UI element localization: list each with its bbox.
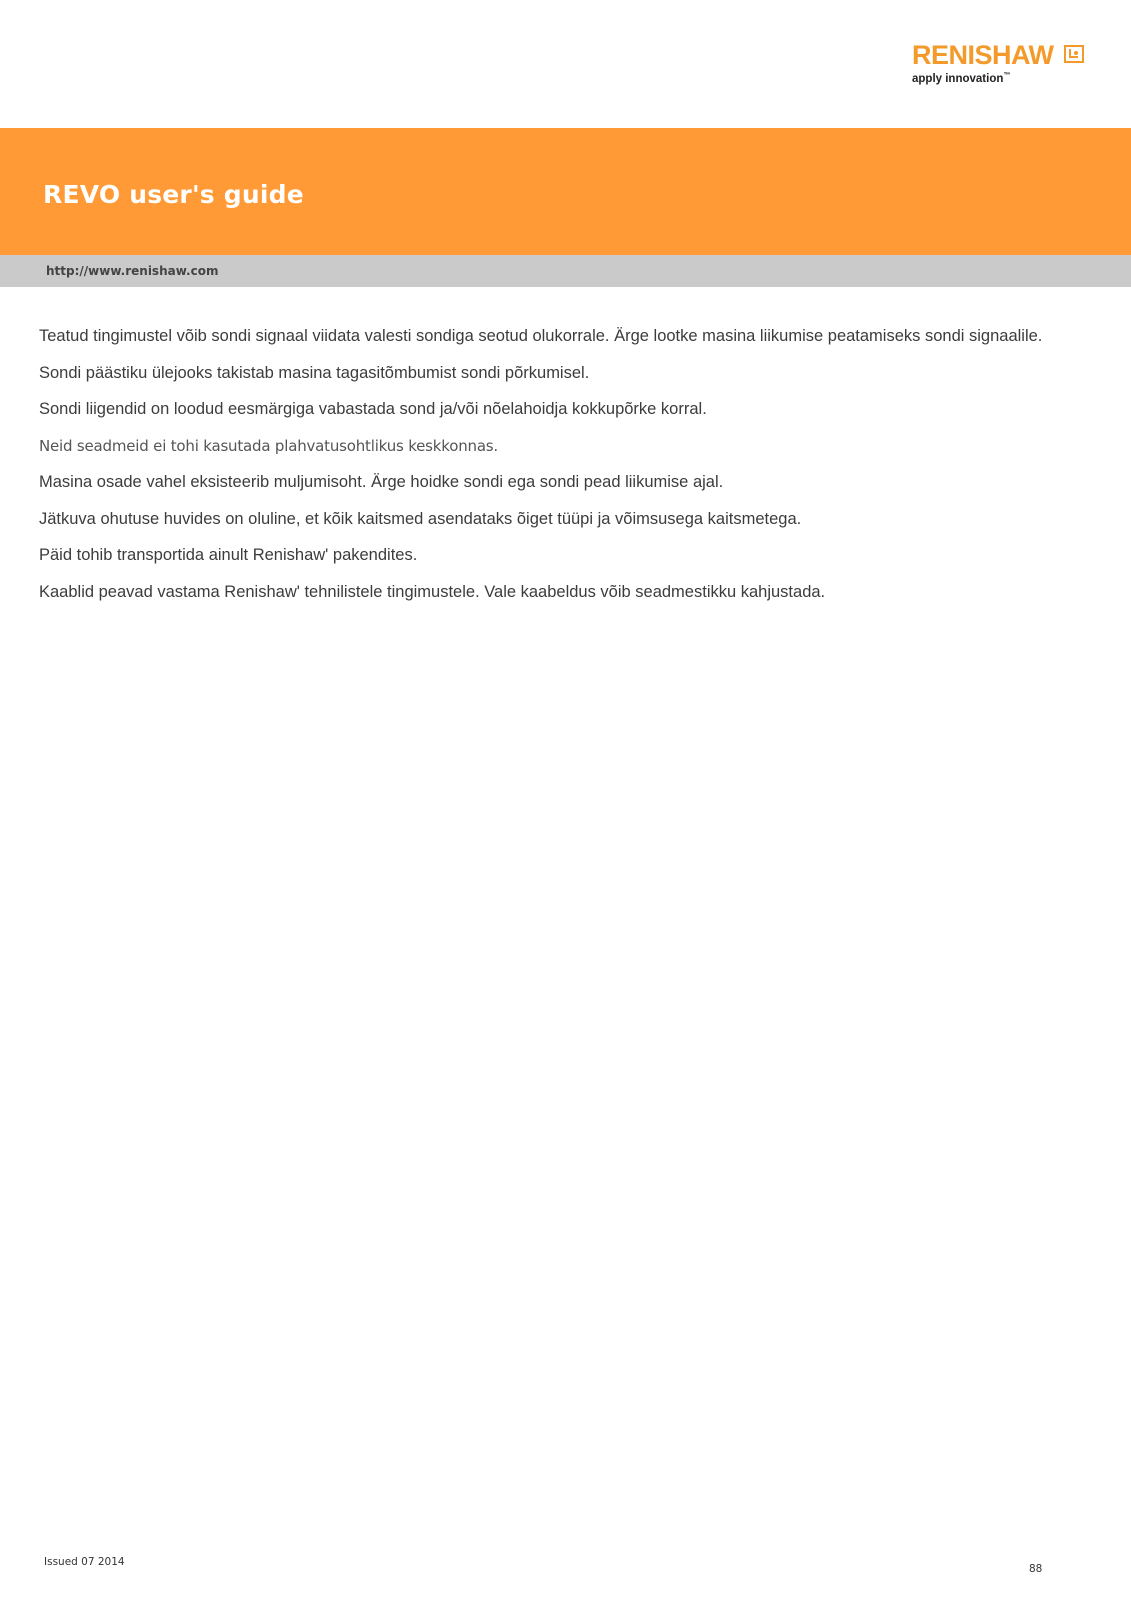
paragraph: Masina osade vahel eksisteerib muljumisoht. Ärge hoidke sondi ega sondi pead liikumise ajal. [39,473,724,491]
logo-wordmark: RENISHAW [912,40,1054,70]
url-bar [0,255,1131,287]
renishaw-logo [912,40,1092,86]
logo-tagline [912,69,1010,86]
logo-tagline-text: apply innovation [912,72,1004,85]
paragraph: Sondi päästiku ülejooks takistab masina tagasitõmbumist sondi põrkumisel. [39,363,590,382]
page-title: REVO user's guide [43,180,304,209]
trademark-symbol: ™ [1003,72,1011,79]
issue-date: Issued 07 2014 [44,1556,125,1568]
website-link[interactable]: http://www.renishaw.com [46,264,219,278]
paragraph: Jätkuva ohutuse huvides on oluline, et kõik kaitsmed asendataks õiget tüüpi ja võimsusega kaitsmetega. [39,509,802,528]
page-number: 88 [1029,1563,1043,1575]
title-banner [0,128,1131,255]
safety-content [39,318,1124,610]
paragraph: Sondi liigendid on loodud eesmärgiga vabastada sond ja/või nõelahoidja kokkupõrke korral. [39,400,707,418]
renishaw-probe-mark-icon [1064,45,1084,63]
paragraph: Teatud tingimustel võib sondi signaal viidata valesti sondiga seotud olukorrale. Ärge lootke masina liikumise peatamiseks sondi signaalile. [39,327,1043,345]
paragraph: Kaablid peavad vastama Renishaw' tehnilistele tingimustele. Vale kaabeldus võib seadmestikku kahjustada. [39,582,826,601]
paragraph: Päid tohib transportida ainult Renishaw' pakendites. [39,546,418,564]
paragraph: Neid seadmeid ei tohi kasutada plahvatusohtlikus keskkonnas. [39,436,498,455]
